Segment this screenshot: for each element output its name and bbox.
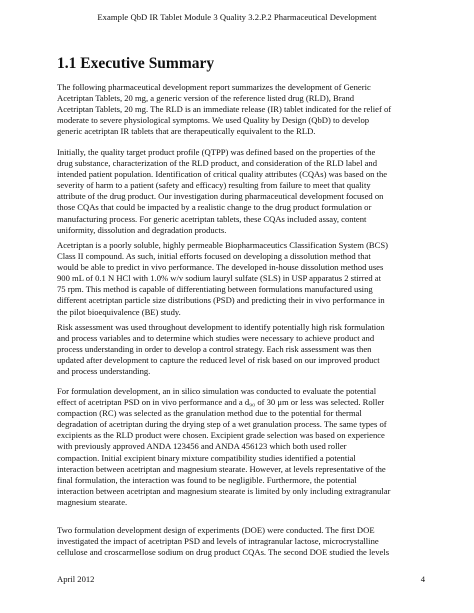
text-line: different acetriptan particle size distributions (PSD) and predicting their in vivo performance in <box>57 295 385 306</box>
paragraph-qtpp <box>57 147 425 236</box>
section-heading: 1.1 Executive Summary <box>57 55 215 72</box>
text-line: with previously approved ANDA 123456 and ANDA 456123 which both used roller <box>57 441 347 452</box>
text-line: cellulose and croscarmellose sodium on drug product CQAs. The second DOE studied the levels <box>57 547 390 558</box>
text-line: interaction between acetriptan and magnesium stearate is limited by only including extragranular <box>57 485 391 496</box>
text-line: and process variables and to determine which studies were necessary to achieve product and <box>57 333 375 344</box>
text-line: investigated the impact of acetriptan PSD and levels of intragranular lactose, microcrystalline <box>57 536 379 547</box>
paragraph-introduction <box>57 82 425 137</box>
text-line: For formulation development, an in silico simulation was conducted to evaluate the potential <box>57 386 377 396</box>
page-number: 4 <box>420 574 425 584</box>
text-line: process understanding in order to develop a control strategy. Each risk assessment was then <box>57 344 372 355</box>
text-line: Two formulation development design of experiments (DOE) were conducted. The first DOE <box>57 525 375 535</box>
text-line: compaction. Initial excipient binary mixture compatibility studies identified a potential <box>57 452 356 463</box>
text-line: the pilot bioequivalence (BE) study. <box>57 306 181 317</box>
text-line: Acetriptan Tablets, 20 mg. The RLD is an immediate release (IR) tablet indicated for the relief of <box>57 104 392 115</box>
text-line: excipients as the RLD product were chosen. Excipient grade selection was based on experience <box>57 430 385 441</box>
text-line: Acetriptan Tablets, 20 mg, a generic version of the reference listed drug (RLD), Brand <box>57 93 355 104</box>
footer-date: April 2012 <box>57 574 95 584</box>
text-line: drug substance, characterization of the RLD product, and consideration of the RLD label and <box>57 158 378 169</box>
text-line: magnesium stearate. <box>57 496 128 507</box>
text-line: Acetriptan is a poorly soluble, highly permeable Biopharmaceutics Classification System (BCS) <box>57 240 389 250</box>
text-line: updated after development to capture the reduced level of risk based on our improved product <box>57 355 380 366</box>
paragraph-bcs-dissolution <box>57 240 425 318</box>
text-line: intended patient population. Identification of critical quality attributes (CQAs) was based on the <box>57 169 388 180</box>
text-line: generic acetriptan IR tablets that are therapeutically equivalent to the RLD. <box>57 126 316 137</box>
text-line: effect of acetriptan PSD on in vivo performance and a d₉₀ of 30 μm or less was selected. Roller <box>57 397 385 408</box>
text-line: compaction (RC) was selected as the granulation method due to the potential for thermal <box>57 408 362 419</box>
text-line: 75 rpm. This method is capable of differentiating between formulations manufactured using <box>57 284 373 295</box>
text-line: interaction between acetriptan and magnesium stearate. However, at levels representative of the <box>57 463 386 474</box>
text-line: manufacturing process. For generic acetriptan tablets, these CQAs included assay, content <box>57 213 367 224</box>
text-line: Initially, the quality target product profile (QTPP) was defined based on the properties of the <box>57 147 376 157</box>
text-line: moderate to severe physiological symptoms. We used Quality by Design (QbD) to develop <box>57 115 370 126</box>
text-line: Class II compound. As such, initial efforts focused on developing a dissolution method that <box>57 251 371 262</box>
paragraph-formulation <box>57 386 425 508</box>
paragraph-risk-assessment <box>57 322 425 377</box>
paragraph-doe <box>57 525 425 558</box>
running-header: Example QbD IR Tablet Module 3 Quality 3.2.P.2 Pharmaceutical Development <box>97 12 377 22</box>
text-line: The following pharmaceutical development report summarizes the development of Generic <box>57 82 371 92</box>
text-line: 900 mL of 0.1 N HCl with 1.0% w/v sodium lauryl sulfate (SLS) in USP apparatus 2 stirred at <box>57 273 381 284</box>
text-line: and process understanding. <box>57 366 151 377</box>
text-line: degradation of acetriptan during the drying step of a wet granulation process. The same types of <box>57 419 387 430</box>
text-line: those CQAs that could be impacted by a realistic change to the drug product formulation or <box>57 202 372 213</box>
text-line: attribute of the drug product. Our investigation during pharmaceutical development focused on <box>57 191 384 202</box>
text-line: final formulation, the interaction was found to be negligible. Furthermore, the potential <box>57 474 357 485</box>
text-line: Risk assessment was used throughout development to identify potentially high risk formulation <box>57 322 385 332</box>
text-line: severity of harm to a patient (safety and efficacy) resulting from failure to meet that quality <box>57 180 371 191</box>
text-line: would be able to predict in vivo performance. The developed in-house dissolution method uses <box>57 262 384 273</box>
text-line: uniformity, dissolution and degradation products. <box>57 224 227 235</box>
